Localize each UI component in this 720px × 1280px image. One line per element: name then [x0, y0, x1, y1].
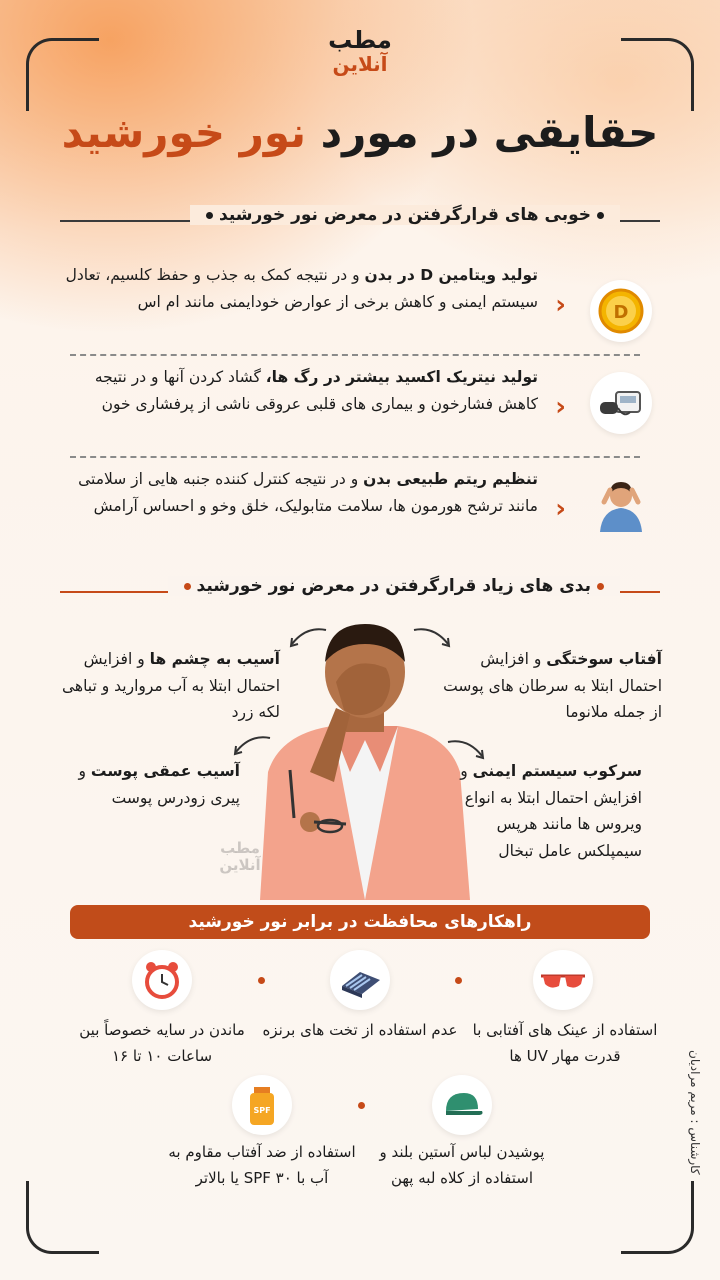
benefit-item	[60, 466, 690, 554]
watermark-logo	[210, 840, 270, 873]
harm-text: و پیری زودرس پوست	[78, 762, 240, 807]
chevron-left-icon: ‹	[555, 392, 566, 422]
curved-arrow-icon	[442, 736, 492, 766]
tip-text: عدم استفاده از تخت های برنزه	[262, 1021, 458, 1039]
benefits-heading	[60, 205, 660, 235]
bullet-dot	[184, 583, 191, 590]
protection-heading-text: راهکارهای محافظت در برابر نور خورشید	[188, 912, 532, 932]
page-title	[0, 108, 720, 157]
harm-item	[60, 646, 280, 726]
benefit-item	[60, 262, 690, 350]
dashed-divider	[70, 456, 640, 458]
harm-title: آسیب به چشم ها	[149, 650, 280, 668]
author-credit: کارشناس : مریم مرادیان	[688, 1050, 702, 1175]
title-part-2: نور خورشید	[61, 108, 306, 157]
separator-dot	[258, 977, 265, 984]
harm-title: آسیب عمقی پوست	[90, 762, 240, 780]
benefit-item	[60, 364, 690, 452]
title-part-1: حقایقی در مورد	[320, 108, 659, 157]
sunscreen-label: SPF	[253, 1106, 271, 1115]
separator-dot	[455, 977, 462, 984]
harms-heading-text: بدی های زیاد قرارگرفتن در معرض نور خورشید	[196, 576, 591, 596]
sunscreen-icon	[232, 1075, 292, 1135]
harm-item	[60, 758, 240, 811]
benefit-text: گشاد کردن آنها و در نتیجه کاهش فشارخون و بیماری های قلبی عروقی ناشی از پرفشاری خون	[94, 368, 538, 413]
alarm-clock-icon	[132, 950, 192, 1010]
tip-text: استفاده از عینک های آفتابی با قدرت مهار UV ها	[472, 1021, 658, 1065]
watermark-line-1: مطب	[220, 839, 260, 857]
tanning-bed-icon	[330, 950, 390, 1010]
site-logo	[310, 28, 410, 74]
chevron-left-icon: ‹	[555, 290, 566, 320]
benefit-title: تولید ویتامین D در بدن	[364, 266, 538, 284]
bullet-dot	[206, 212, 213, 219]
tip-item	[362, 1140, 562, 1191]
tip-item	[465, 1018, 665, 1069]
benefit-text: و در نتیجه کمک به جذب و حفظ کلسیم، تعادل سیستم ایمنی و کاهش برخی از عوارض خودایمنی مانند ام اس	[65, 266, 538, 311]
curved-arrow-icon	[408, 624, 458, 654]
dashed-divider	[70, 354, 640, 356]
tip-item	[260, 1018, 460, 1044]
benefit-title: تنظیم ریتم طبیعی بدن	[363, 470, 538, 488]
harm-text: و افزایش احتمال ابتلا به انواع ویروس ها مانند هرپس سیمپلکس عامل تبخال	[460, 762, 642, 860]
harms-heading	[60, 576, 660, 606]
sunglasses-icon	[533, 950, 593, 1010]
bullet-dot	[597, 212, 604, 219]
harm-item	[460, 758, 642, 865]
benefit-title: تولید نیتریک اکسید بیشتر در رگ ها،	[265, 368, 538, 386]
separator-dot	[358, 1102, 365, 1109]
frame-corner-top-left	[26, 38, 99, 111]
chevron-left-icon: ‹	[555, 494, 566, 524]
harm-title: آفتاب سوختگی	[546, 650, 662, 668]
logo-line-1: مطب	[328, 26, 392, 54]
tip-text: استفاده از ضد آفتاب مقاوم به آب با SPF ۳۰ یا بالاتر	[168, 1143, 356, 1187]
tip-text: ماندن در سایه خصوصاً بین ساعات ۱۰ تا ۱۶	[79, 1021, 245, 1065]
harm-item	[432, 646, 662, 726]
curved-arrow-icon	[282, 624, 332, 654]
vitamin-d-label: D	[613, 302, 629, 323]
harm-text: و افزایش احتمال ابتلا به آب مروارید و تباهی لکه زرد	[61, 650, 280, 722]
frame-corner-bottom-left	[26, 1181, 99, 1254]
tip-item	[62, 1018, 262, 1069]
watermark-line-2: آنلاین	[219, 855, 261, 874]
curved-arrow-icon	[226, 732, 276, 762]
protection-heading-bar	[70, 905, 650, 939]
harm-text: و افزایش احتمال ابتلا به سرطان های پوست از جمله ملانوما	[443, 650, 662, 722]
benefits-heading-text: خوبی های قرارگرفتن در معرض نور خورشید	[219, 205, 591, 225]
logo-line-2: آنلاین	[332, 52, 388, 76]
cap-icon	[432, 1075, 492, 1135]
harm-title: سرکوب سیستم ایمنی	[472, 762, 642, 780]
frame-corner-top-right	[621, 38, 694, 111]
frame-corner-bottom-right	[621, 1181, 694, 1254]
tip-item	[162, 1140, 362, 1191]
benefit-text: و در نتیجه کنترل کننده جنبه هایی از سلامتی مانند ترشح هورمون ها، سلامت متابولیک، خلق وخو و احساس آرامش	[78, 470, 538, 515]
bullet-dot	[597, 583, 604, 590]
tip-text: پوشیدن لباس آستین بلند و استفاده از کلاه لبه پهن	[379, 1143, 545, 1187]
